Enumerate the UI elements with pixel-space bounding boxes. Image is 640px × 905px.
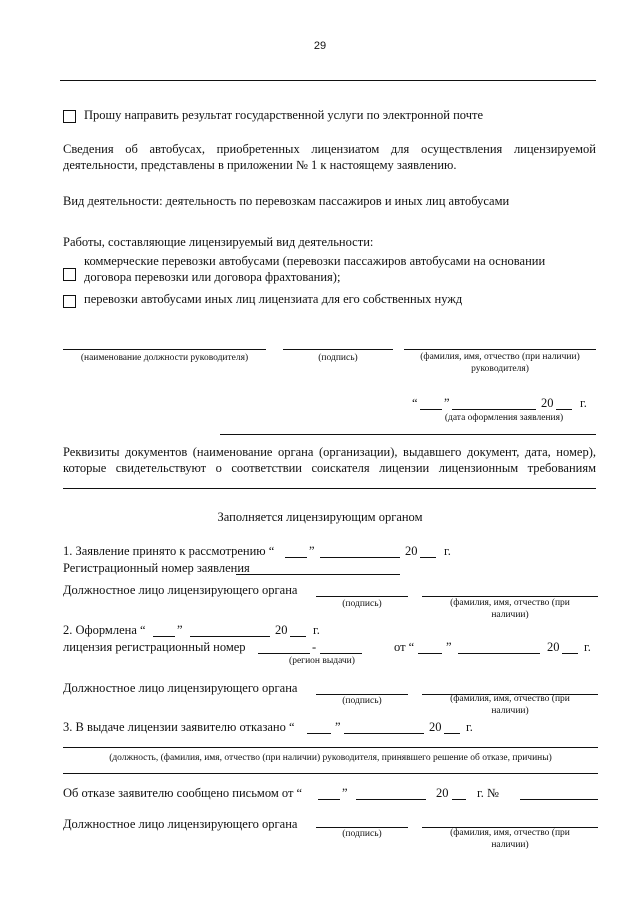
official2-signature-caption: (подпись) — [342, 696, 382, 706]
official1-fio-line[interactable] — [422, 596, 598, 597]
official3-fio-caption-line2: наличии) — [491, 840, 529, 850]
refusal-line[interactable] — [63, 747, 598, 748]
refusal-caption: (должность, (фамилия, имя, отчество (при наличии) руководителя, принявшего решение об отказе, причины) — [109, 753, 552, 763]
fio-caption-line1: (фамилия, имя, отчество (при наличии) — [420, 352, 580, 362]
position-line[interactable] — [63, 349, 266, 350]
date-year-prefix: 20 — [541, 396, 554, 410]
item3-year-prefix: 20 — [429, 720, 442, 734]
item3-year-suffix: г. — [466, 720, 473, 734]
date-year-line[interactable] — [556, 409, 572, 410]
official1-fio-caption-line1: (фамилия, имя, отчество (при — [450, 598, 570, 608]
official2-fio-caption-line2: наличии) — [491, 706, 529, 716]
page-number: 29 — [313, 40, 327, 52]
license-month-line[interactable] — [458, 653, 540, 654]
reg-number-line[interactable] — [236, 574, 400, 575]
item3-close-quote: ” — [335, 720, 341, 734]
official1-fio-caption-line2: наличии) — [491, 610, 529, 620]
item2-year-line[interactable] — [290, 636, 306, 637]
item2-day-line[interactable] — [153, 636, 175, 637]
license-year-prefix: 20 — [547, 640, 560, 654]
date-close-quote: ” — [444, 396, 450, 410]
official3-fio-caption-line1: (фамилия, имя, отчество (при — [450, 828, 570, 838]
official1-signature-caption: (подпись) — [342, 599, 382, 609]
requisites-top-line[interactable] — [220, 434, 596, 435]
region-caption: (регион выдачи) — [289, 656, 355, 666]
position-caption: (наименование должности руководителя) — [80, 353, 249, 363]
item1-year-line[interactable] — [420, 557, 436, 558]
email-request-checkbox[interactable] — [63, 110, 76, 123]
item1-close-quote: ” — [309, 544, 315, 558]
item1-day-line[interactable] — [285, 557, 307, 558]
notified-suffix: г. № — [477, 786, 499, 800]
requisites-bottom-line[interactable] — [63, 488, 596, 489]
notified-close-quote: ” — [342, 786, 348, 800]
requisites-line2: которые свидетельствуют о соответствии соискателя лицензии лицензионным требованиям — [63, 461, 596, 475]
license-from-label: от “ — [394, 640, 415, 654]
official2-label: Должностное лицо лицензирующего органа — [63, 681, 298, 695]
date-day-line[interactable] — [420, 409, 442, 410]
email-request-label: Прошу направить результат государственной услуги по электронной почте — [84, 108, 483, 122]
item3-month-line[interactable] — [344, 733, 424, 734]
item2-year-prefix: 20 — [275, 623, 288, 637]
item2-close-quote: ” — [177, 623, 183, 637]
commercial-transport-line1: коммерческие перевозки автобусами (перевозки пассажиров автобусами на основании — [84, 254, 546, 268]
own-needs-transport-label: перевозки автобусами иных лиц лицензиата для его собственных нужд — [84, 292, 463, 306]
item3-prefix: 3. В выдаче лицензии заявителю отказано “ — [63, 720, 295, 734]
official1-label: Должностное лицо лицензирующего органа — [63, 583, 298, 597]
official2-fio-caption-line1: (фамилия, имя, отчество (при — [450, 694, 570, 704]
commercial-transport-checkbox[interactable] — [63, 268, 76, 281]
license-number-line[interactable] — [258, 653, 310, 654]
notified-year-line[interactable] — [452, 799, 466, 800]
notified-year-prefix: 20 — [436, 786, 449, 800]
official1-signature-line[interactable] — [316, 596, 408, 597]
official3-signature-caption: (подпись) — [342, 829, 382, 839]
refusal-bottom-line[interactable] — [63, 773, 598, 774]
license-year-line[interactable] — [562, 653, 578, 654]
activity-type: Вид деятельности: деятельность по перевозкам пассажиров и иных лиц автобусами — [63, 194, 510, 208]
license-day-line[interactable] — [418, 653, 442, 654]
date-year-suffix: г. — [580, 396, 587, 410]
item1-year-suffix: г. — [444, 544, 451, 558]
item1-prefix: 1. Заявление принято к рассмотрению “ — [63, 544, 275, 558]
license-close-quote: ” — [446, 640, 452, 654]
signature-line[interactable] — [283, 349, 393, 350]
date-caption: (дата оформления заявления) — [444, 413, 564, 423]
notified-month-line[interactable] — [356, 799, 426, 800]
item3-year-line[interactable] — [444, 733, 460, 734]
item2-year-suffix: г. — [313, 623, 320, 637]
license-year-suffix: г. — [584, 640, 591, 654]
official2-signature-line[interactable] — [316, 694, 408, 695]
notified-prefix: Об отказе заявителю сообщено письмом от “ — [63, 786, 303, 800]
license-region-line[interactable] — [320, 653, 362, 654]
own-needs-transport-checkbox[interactable] — [63, 295, 76, 308]
license-number-label: лицензия регистрационный номер — [63, 640, 246, 654]
official3-signature-line[interactable] — [316, 827, 408, 828]
item3-day-line[interactable] — [307, 733, 331, 734]
notified-number-line[interactable] — [520, 799, 598, 800]
works-heading: Работы, составляющие лицензируемый вид деятельности: — [63, 235, 374, 249]
date-month-line[interactable] — [452, 409, 536, 410]
item1-month-line[interactable] — [320, 557, 400, 558]
commercial-transport-line2: договора перевозки или договора фрахтования); — [84, 270, 341, 284]
authority-section-title: Заполняется лицензирующим органом — [217, 510, 423, 524]
official3-label: Должностное лицо лицензирующего органа — [63, 817, 298, 831]
item2-month-line[interactable] — [190, 636, 270, 637]
buses-info-line1: Сведения об автобусах, приобретенных лицензиатом для осуществления лицензируемой — [63, 142, 596, 156]
notified-day-line[interactable] — [318, 799, 340, 800]
header-rule — [60, 80, 596, 81]
buses-info-line2: деятельности, представлены в приложении № 1 к настоящему заявлению. — [63, 158, 457, 172]
item2-prefix: 2. Оформлена “ — [63, 623, 146, 637]
fio-line[interactable] — [404, 349, 596, 350]
reg-number-label: Регистрационный номер заявления — [63, 561, 250, 575]
date-open-quote: “ — [412, 396, 418, 410]
item1-year-prefix: 20 — [405, 544, 418, 558]
license-number-dash: - — [312, 640, 317, 654]
requisites-line1: Реквизиты документов (наименование органа (организации), выдавшего документ, дата, номер), — [63, 445, 596, 459]
signature-caption: (подпись) — [318, 353, 358, 363]
fio-caption-line2: руководителя) — [471, 364, 529, 374]
